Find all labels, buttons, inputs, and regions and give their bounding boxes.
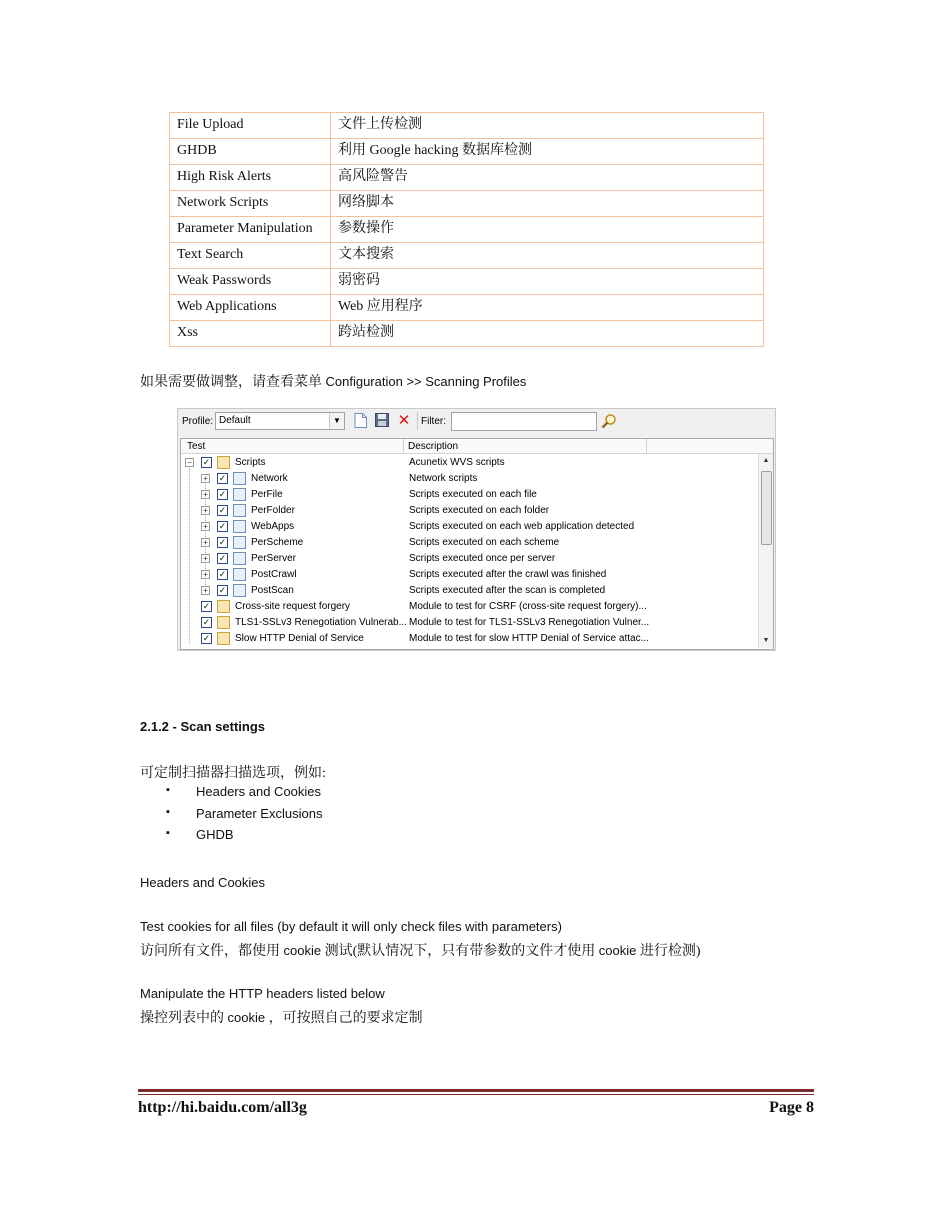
- grid-header: [181, 439, 773, 454]
- save-profile-icon[interactable]: [374, 413, 390, 429]
- expand-icon[interactable]: +: [201, 474, 210, 483]
- test-description: Scripts executed on each scheme: [409, 537, 560, 548]
- expand-icon[interactable]: +: [201, 522, 210, 531]
- intro-text: 可定制扫描器扫描选项，例如:: [140, 766, 326, 781]
- row-checkbox[interactable]: ✓: [218, 585, 227, 595]
- test-description: Acunetix WVS scripts: [409, 457, 505, 468]
- section-heading: 2.1.2 - Scan settings: [140, 719, 265, 734]
- category-name-cell: Network Scripts: [170, 191, 331, 217]
- tree-row[interactable]: [181, 567, 759, 583]
- toolbar-separator: [417, 412, 418, 430]
- scroll-thumb[interactable]: [761, 471, 772, 545]
- scroll-up-icon[interactable]: ▲: [762, 457, 770, 464]
- folder-icon: [233, 584, 246, 597]
- tree-row[interactable]: [181, 487, 759, 503]
- expand-icon[interactable]: +: [201, 570, 210, 579]
- test-name: PostCrawl: [251, 569, 297, 580]
- column-header-test[interactable]: Test: [187, 441, 206, 452]
- test-description: Scripts executed after the crawl was finished: [409, 569, 607, 580]
- tree-row[interactable]: [181, 583, 759, 599]
- category-name-cell: High Risk Alerts: [170, 165, 331, 191]
- category-name-cell: Web Applications: [170, 295, 331, 321]
- script-icon: [217, 632, 230, 645]
- option-manipulate-headers-zh-part: ，可按照自己的要求定制: [268, 1011, 423, 1026]
- table-row: [170, 321, 764, 347]
- column-header-description[interactable]: Description: [408, 441, 459, 452]
- test-description: Module to test for TLS1-SSLv3 Renegotiation Vulner...: [409, 617, 650, 628]
- row-checkbox[interactable]: ✓: [218, 537, 227, 547]
- option-test-cookies-zh-part: 访问所有文件，都使用: [140, 944, 280, 959]
- adjust-note: [140, 371, 526, 391]
- profile-toolbar: [178, 409, 775, 435]
- column-divider: [646, 439, 647, 453]
- adjust-note-text: 如果需要做调整，请查看菜单: [140, 375, 322, 390]
- test-description: Network scripts: [409, 473, 478, 484]
- table-row: [170, 113, 764, 139]
- test-categories-table: [169, 112, 764, 347]
- scroll-down-icon[interactable]: ▼: [762, 637, 770, 644]
- expand-icon[interactable]: +: [201, 554, 210, 563]
- script-icon: [217, 456, 230, 469]
- row-checkbox[interactable]: ✓: [218, 505, 227, 515]
- keyword-cookie: cookie: [598, 943, 637, 958]
- test-description: Scripts executed on each folder: [409, 505, 550, 516]
- table-row: [170, 269, 764, 295]
- filter-label: Filter:: [421, 416, 446, 427]
- test-name: Scripts: [235, 457, 266, 468]
- table-row: [170, 139, 764, 165]
- category-name-cell: Parameter Manipulation: [170, 217, 331, 243]
- test-name: Cross-site request forgery: [235, 601, 351, 612]
- delete-profile-icon[interactable]: ✕: [397, 412, 411, 429]
- expand-icon[interactable]: +: [201, 506, 210, 515]
- footer-rule: [138, 1094, 814, 1095]
- test-description: Scripts executed once per server: [409, 553, 556, 564]
- test-name: PostScan: [251, 585, 294, 596]
- row-checkbox[interactable]: ✓: [202, 457, 211, 467]
- test-description: Scripts executed after the scan is completed: [409, 585, 606, 596]
- table-row: [170, 217, 764, 243]
- menu-path: Configuration >> Scanning Profiles: [325, 374, 527, 389]
- tree-row[interactable]: [181, 631, 759, 647]
- row-checkbox[interactable]: ✓: [218, 489, 227, 499]
- folder-icon: [233, 552, 246, 565]
- folder-icon: [233, 568, 246, 581]
- option-test-cookies-zh-part: 测试(默认情况下，只有带参数的文件才使用: [324, 944, 596, 959]
- option-manipulate-headers: Manipulate the HTTP headers listed below: [140, 986, 385, 1001]
- scanning-profiles-screenshot: [177, 408, 776, 651]
- column-divider: [403, 439, 404, 453]
- tree-row[interactable]: [181, 455, 759, 471]
- test-name: PerFolder: [251, 505, 295, 516]
- table-row: [170, 165, 764, 191]
- row-checkbox[interactable]: ✓: [218, 473, 227, 483]
- option-manipulate-headers-zh: [140, 1007, 423, 1027]
- script-icon: [217, 600, 230, 613]
- collapse-icon[interactable]: −: [185, 458, 194, 467]
- keyword-cookie: cookie: [227, 1010, 266, 1025]
- folder-icon: [233, 504, 246, 517]
- expand-icon[interactable]: +: [201, 586, 210, 595]
- option-test-cookies-zh-part: 进行检测): [639, 944, 701, 959]
- tree-row[interactable]: [181, 503, 759, 519]
- tree-row[interactable]: [181, 471, 759, 487]
- test-description: Scripts executed on each file: [409, 489, 537, 500]
- table-row: [170, 243, 764, 269]
- row-checkbox[interactable]: ✓: [202, 617, 211, 627]
- category-zh-cell: Web 应用程序: [331, 295, 764, 321]
- row-checkbox[interactable]: ✓: [218, 521, 227, 531]
- footer-url[interactable]: http://hi.baidu.com/all3g: [138, 1099, 307, 1116]
- tree-row[interactable]: [181, 599, 759, 615]
- expand-icon[interactable]: +: [201, 538, 210, 547]
- category-zh-cell: 文件上传检测: [331, 113, 764, 139]
- category-zh-cell: 弱密码: [331, 269, 764, 295]
- test-description: Scripts executed on each web application detected: [409, 521, 635, 532]
- category-zh-cell: 跨站检测: [331, 321, 764, 347]
- tree-row[interactable]: [181, 519, 759, 535]
- option-test-cookies: Test cookies for all files (by default it will only check files with parameters): [140, 919, 562, 934]
- test-name: PerServer: [251, 553, 297, 564]
- row-checkbox[interactable]: ✓: [202, 601, 211, 611]
- table-row: [170, 295, 764, 321]
- profile-label: Profile:: [182, 416, 214, 427]
- folder-icon: [233, 488, 246, 501]
- row-checkbox[interactable]: ✓: [202, 633, 211, 643]
- profile-select-value: Default: [219, 415, 251, 426]
- folder-icon: [233, 472, 246, 485]
- category-name-cell: Weak Passwords: [170, 269, 331, 295]
- category-name-cell: Xss: [170, 321, 331, 347]
- test-name: PerScheme: [251, 537, 304, 548]
- search-icon[interactable]: [601, 413, 617, 429]
- test-name: Network: [251, 473, 288, 484]
- vertical-scrollbar[interactable]: [758, 454, 773, 648]
- test-description: Module to test for CSRF (cross-site request forgery)...: [409, 601, 647, 612]
- tests-tree-grid: [180, 438, 774, 650]
- category-zh-cell: 文本搜索: [331, 243, 764, 269]
- subheading-headers-cookies: Headers and Cookies: [140, 875, 266, 890]
- test-name: Slow HTTP Denial of Service: [235, 633, 364, 644]
- list-item: ▪ Headers and Cookies: [140, 784, 322, 806]
- test-name: WebApps: [251, 521, 295, 532]
- folder-icon: [233, 520, 246, 533]
- option-test-cookies-zh: [140, 940, 701, 960]
- category-name-cell: Text Search: [170, 243, 331, 269]
- list-item: ▪ Parameter Exclusions: [140, 806, 322, 828]
- profile-select[interactable]: [215, 412, 345, 430]
- row-checkbox[interactable]: ✓: [218, 553, 227, 563]
- script-icon: [217, 616, 230, 629]
- option-manipulate-headers-zh-part: 操控列表中的: [140, 1011, 224, 1026]
- list-item: ▪ GHDB: [140, 827, 322, 849]
- tree-row[interactable]: [181, 535, 759, 551]
- scan-options-list: [140, 784, 322, 849]
- test-name: TLS1-SSLv3 Renegotiation Vulnerab...: [235, 617, 407, 628]
- page-number: Page 8: [769, 1099, 814, 1116]
- tree-row[interactable]: [181, 551, 759, 567]
- test-name: PerFile: [251, 489, 283, 500]
- filter-input[interactable]: [451, 412, 597, 431]
- keyword-cookie: cookie: [283, 943, 322, 958]
- test-description: Module to test for slow HTTP Denial of Service attac...: [409, 633, 649, 644]
- category-zh-cell: 高风险警告: [331, 165, 764, 191]
- chevron-down-icon[interactable]: ▼: [329, 413, 344, 429]
- row-checkbox[interactable]: ✓: [218, 569, 227, 579]
- folder-icon: [233, 536, 246, 549]
- tree-row[interactable]: [181, 615, 759, 631]
- new-profile-icon[interactable]: [352, 413, 368, 429]
- category-name-cell: File Upload: [170, 113, 331, 139]
- category-zh-cell: 参数操作: [331, 217, 764, 243]
- footer-rule: [138, 1089, 814, 1092]
- category-zh-cell: 利用 Google hacking 数据库检测: [331, 139, 764, 165]
- category-zh-cell: 网络脚本: [331, 191, 764, 217]
- expand-icon[interactable]: +: [201, 490, 210, 499]
- category-name-cell: GHDB: [170, 139, 331, 165]
- table-row: [170, 191, 764, 217]
